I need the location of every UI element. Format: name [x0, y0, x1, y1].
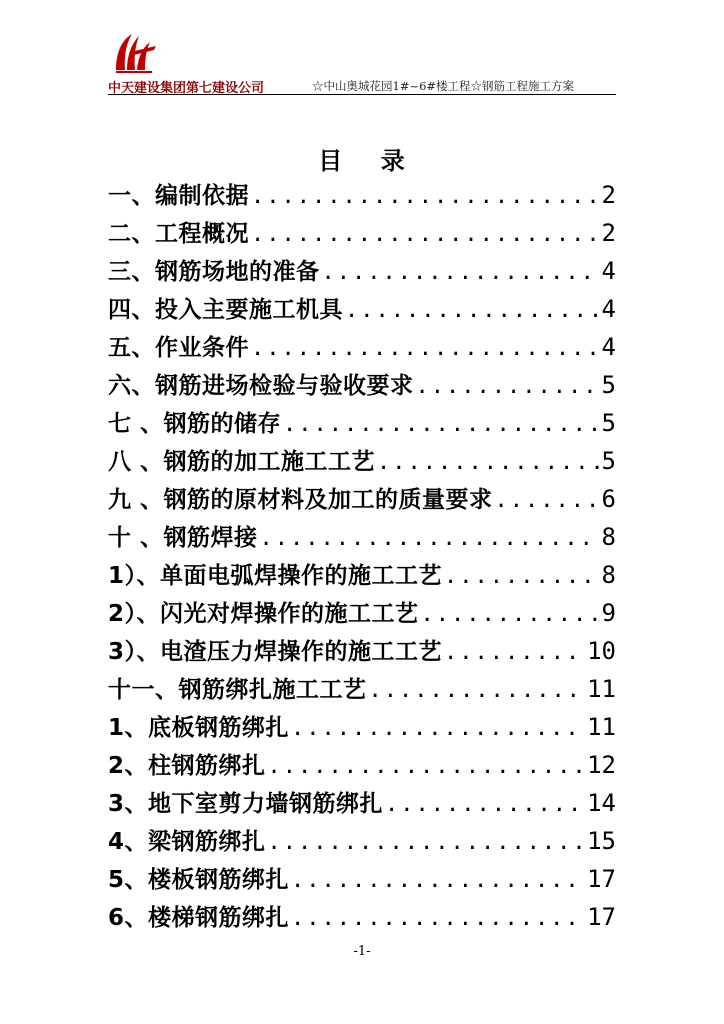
toc-entry-label: 1）、单面电弧焊操作的施工工艺	[108, 563, 443, 589]
company-name: 中天建设集团第七建设公司	[108, 81, 265, 96]
toc-entry[interactable]	[108, 214, 616, 252]
page-number: -1-	[353, 944, 371, 959]
toc-entry[interactable]	[108, 518, 616, 556]
toc-entry-label: 九 、钢筋的原材料及加工的质量要求	[108, 487, 493, 513]
toc-dot-leader	[258, 520, 600, 556]
toc-entry[interactable]	[108, 594, 616, 632]
toc-entry[interactable]	[108, 860, 616, 898]
toc-dot-leader	[249, 216, 600, 252]
toc-entry[interactable]	[108, 556, 616, 594]
toc-dot-leader	[266, 748, 586, 784]
toc-entry-page: 9	[601, 599, 616, 627]
toc-entry[interactable]	[108, 670, 616, 708]
toc-entry-page: 11	[587, 713, 616, 741]
toc-dot-leader	[414, 368, 600, 404]
toc-entry[interactable]	[108, 784, 616, 822]
toc-entry-page: 2	[601, 219, 616, 247]
toc-entry-page: 4	[601, 257, 616, 285]
toc-entry-page: 6	[601, 485, 616, 513]
toc-dot-leader	[343, 292, 600, 328]
toc-entry-label: 1、底板钢筋绑扎	[108, 715, 290, 741]
toc-entry-label: 5、楼板钢筋绑扎	[108, 867, 290, 893]
toc-dot-leader	[442, 558, 600, 594]
toc-entry[interactable]	[108, 746, 616, 784]
toc-entry[interactable]	[108, 252, 616, 290]
table-of-contents	[108, 176, 616, 936]
toc-entry[interactable]	[108, 366, 616, 404]
toc-entry-label: 6、楼梯钢筋绑扎	[108, 905, 290, 931]
toc-entry[interactable]	[108, 898, 616, 936]
toc-entry-page: 12	[587, 751, 616, 779]
header-divider	[108, 94, 616, 95]
toc-dot-leader	[383, 786, 585, 822]
toc-dot-leader	[419, 596, 600, 632]
toc-entry-label: 2、柱钢筋绑扎	[108, 753, 266, 779]
toc-title: 目 录	[318, 147, 406, 175]
toc-entry-page: 8	[601, 561, 616, 589]
toc-entry-label: 4、梁钢筋绑扎	[108, 829, 266, 855]
project-title: ☆中山奥城花园1#~6#楼工程☆钢筋工程施工方案	[312, 79, 575, 93]
toc-dot-leader	[289, 862, 585, 898]
toc-entry[interactable]	[108, 822, 616, 860]
toc-entry-page: 17	[587, 865, 616, 893]
toc-entry[interactable]	[108, 632, 616, 670]
toc-entry-page: 8	[601, 523, 616, 551]
toc-dot-leader	[375, 444, 600, 480]
toc-dot-leader	[493, 482, 600, 518]
toc-entry-label: 十 、钢筋焊接	[108, 525, 258, 551]
toc-entry[interactable]	[108, 328, 616, 366]
toc-entry-page: 4	[601, 333, 616, 361]
toc-entry-label: 五、作业条件	[108, 335, 249, 361]
toc-entry-label: 十一、钢筋绑扎施工工艺	[108, 677, 367, 703]
toc-entry-label: 八 、钢筋的加工施工工艺	[108, 449, 376, 475]
toc-entry-label: 一、编制依据	[108, 183, 249, 209]
toc-entry-label: 3）、电渣压力焊操作的施工工艺	[108, 639, 443, 665]
toc-entry-page: 15	[587, 827, 616, 855]
toc-entry-page: 17	[587, 903, 616, 931]
toc-dot-leader	[249, 330, 600, 366]
company-logo-icon	[112, 30, 158, 74]
toc-dot-leader	[442, 634, 585, 670]
toc-entry[interactable]	[108, 442, 616, 480]
toc-dot-leader	[289, 710, 585, 746]
toc-entry[interactable]	[108, 290, 616, 328]
toc-entry-label: 六、钢筋进场检验与验收要求	[108, 373, 414, 399]
toc-entry-page: 14	[587, 789, 616, 817]
toc-entry-label: 四、投入主要施工机具	[108, 297, 343, 323]
toc-entry[interactable]	[108, 708, 616, 746]
toc-entry-label: 3、地下室剪力墙钢筋绑扎	[108, 791, 384, 817]
toc-entry-page: 10	[587, 637, 616, 665]
toc-entry-page: 4	[601, 295, 616, 323]
toc-entry[interactable]	[108, 480, 616, 518]
toc-dot-leader	[320, 254, 600, 290]
toc-entry-page: 5	[601, 409, 616, 437]
toc-entry-label: 三、钢筋场地的准备	[108, 259, 320, 285]
toc-entry[interactable]	[108, 176, 616, 214]
toc-dot-leader	[367, 672, 586, 708]
toc-entry-page: 11	[587, 675, 616, 703]
toc-dot-leader	[249, 178, 600, 214]
toc-dot-leader	[266, 824, 586, 860]
toc-entry-label: 2）、闪光对焊操作的施工工艺	[108, 601, 419, 627]
toc-entry[interactable]	[108, 404, 616, 442]
toc-entry-page: 5	[601, 371, 616, 399]
toc-entry-label: 二、工程概况	[108, 221, 249, 247]
toc-entry-page: 5	[601, 447, 616, 475]
toc-dot-leader	[281, 406, 600, 442]
toc-entry-label: 七 、钢筋的储存	[108, 411, 282, 437]
toc-dot-leader	[289, 900, 585, 936]
toc-entry-page: 2	[601, 181, 616, 209]
page-header	[108, 30, 616, 96]
